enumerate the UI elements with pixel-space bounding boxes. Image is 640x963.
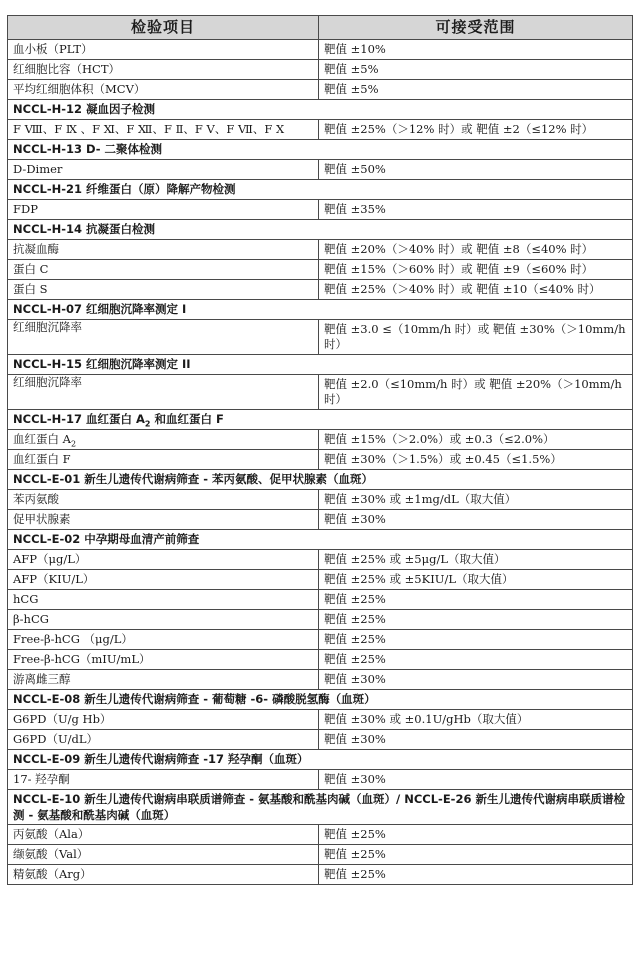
table-row [8,845,633,865]
range-cell: 靶值 ±5% [319,80,633,100]
item-subscript: 2 [70,439,77,449]
range-cell: 靶值 ±25% 或 ±5μg/L（取大值） [319,550,633,570]
range-cell: 靶值 ±15%（＞60% 时）或 靶值 ±9（≤60% 时） [319,260,633,280]
item-cell: 促甲状腺素 [8,510,319,530]
table-row [8,650,633,670]
range-cell: 靶值 ±25% [319,825,633,845]
item-cell: 红细胞沉降率 [8,320,319,355]
item-cell: 血小板（PLT） [8,40,319,60]
range-cell: 靶值 ±10% [319,40,633,60]
section-title [8,410,633,430]
range-cell: 靶值 ±25% [319,610,633,630]
section-title: NCCL-H-13 D- 二聚体检测 [8,140,633,160]
section-row [8,100,633,120]
item-cell: G6PD（U/g Hb） [8,710,319,730]
section-title-text: NCCL-H-17 血红蛋白 A [13,412,145,426]
range-cell: 靶值 ±30% [319,670,633,690]
range-cell: 靶值 ±35% [319,200,633,220]
item-cell: 蛋白 C [8,260,319,280]
range-cell: 靶值 ±3.0 ≤（10mm/h 时）或 靶值 ±30%（＞10mm/h 时） [319,320,633,355]
item-cell [8,430,319,450]
item-cell: 血红蛋白 F [8,450,319,470]
table-row [8,510,633,530]
section-title: NCCL-H-12 凝血因子检测 [8,100,633,120]
section-title: NCCL-E-08 新生儿遗传代谢病筛查 - 葡萄糖 -6- 磷酸脱氢酶（血斑） [8,690,633,710]
range-cell: 靶值 ±50% [319,160,633,180]
table-row [8,630,633,650]
table-wrapper [7,15,632,885]
table-row [8,610,633,630]
table-row [8,40,633,60]
table-row [8,825,633,845]
item-cell: 精氨酸（Arg） [8,865,319,885]
table-row [8,320,633,355]
section-row [8,690,633,710]
section-title: NCCL-H-07 红细胞沉降率测定 I [8,300,633,320]
table-header-row [8,16,633,40]
table-row [8,570,633,590]
range-cell: 靶值 ±30% 或 ±1mg/dL（取大值） [319,490,633,510]
section-row [8,750,633,770]
section-title: NCCL-E-01 新生儿遗传代谢病筛查 - 苯丙氨酸、促甲状腺素（血斑） [8,470,633,490]
table-body [8,40,633,885]
table-row [8,865,633,885]
section-row [8,410,633,430]
section-title: NCCL-E-09 新生儿遗传代谢病筛查 -17 羟孕酮（血斑） [8,750,633,770]
section-row [8,180,633,200]
item-cell: 蛋白 S [8,280,319,300]
range-cell: 靶值 ±2.0（≤10mm/h 时）或 靶值 ±20%（＞10mm/h 时） [319,375,633,410]
table-row [8,670,633,690]
table-row [8,160,633,180]
range-cell: 靶值 ±30% 或 ±0.1U/gHb（取大值） [319,710,633,730]
table-row [8,260,633,280]
table-row [8,450,633,470]
range-cell: 靶值 ±25% [319,650,633,670]
item-cell: 苯丙氨酸 [8,490,319,510]
item-cell: AFP（KIU/L） [8,570,319,590]
section-title-text: 和血红蛋白 F [150,412,224,426]
item-text: 血红蛋白 A [13,432,71,446]
section-title-subscript: 2 [144,419,151,429]
item-cell: 抗凝血酶 [8,240,319,260]
section-row [8,355,633,375]
quality-range-table [7,15,633,885]
item-cell: β-hCG [8,610,319,630]
range-cell: 靶值 ±25% [319,845,633,865]
item-cell: F Ⅷ、F Ⅸ 、F Ⅺ、F Ⅻ、F Ⅱ、F Ⅴ、F Ⅶ、F Ⅹ [8,120,319,140]
section-row [8,470,633,490]
item-cell: AFP（μg/L） [8,550,319,570]
table-row [8,550,633,570]
section-title: NCCL-H-15 红细胞沉降率测定 II [8,355,633,375]
table-row [8,60,633,80]
section-row [8,300,633,320]
table-row [8,120,633,140]
range-cell: 靶值 ±30% [319,770,633,790]
section-row [8,790,633,825]
table-row [8,200,633,220]
range-cell: 靶值 ±20%（＞40% 时）或 靶值 ±8（≤40% 时） [319,240,633,260]
range-cell: 靶值 ±15%（＞2.0%）或 ±0.3（≤2.0%） [319,430,633,450]
table-row [8,590,633,610]
item-cell: D-Dimer [8,160,319,180]
table-row [8,730,633,750]
table-row [8,770,633,790]
range-cell: 靶值 ±30%（＞1.5%）或 ±0.45（≤1.5%） [319,450,633,470]
section-row [8,530,633,550]
item-cell: Free-β-hCG （μg/L） [8,630,319,650]
item-cell: 17- 羟孕酮 [8,770,319,790]
table-row [8,240,633,260]
range-cell: 靶值 ±25%（＞12% 时）或 靶值 ±2（≤12% 时） [319,120,633,140]
range-cell: 靶值 ±25% 或 ±5KIU/L（取大值） [319,570,633,590]
item-cell: G6PD（U/dL） [8,730,319,750]
section-title: NCCL-H-21 纤维蛋白（原）降解产物检测 [8,180,633,200]
range-cell: 靶值 ±30% [319,510,633,530]
item-cell: FDP [8,200,319,220]
section-row [8,220,633,240]
table-row [8,710,633,730]
section-row [8,140,633,160]
item-cell: Free-β-hCG（mIU/mL） [8,650,319,670]
table-row [8,430,633,450]
range-cell: 靶值 ±25%（＞40% 时）或 靶值 ±10（≤40% 时） [319,280,633,300]
item-cell: 游离雌三醇 [8,670,319,690]
table-row [8,375,633,410]
header-item: 检验项目 [8,16,319,40]
section-title: NCCL-E-02 中孕期母血清产前筛查 [8,530,633,550]
item-cell: 红细胞比容（HCT） [8,60,319,80]
table-row [8,490,633,510]
section-title: NCCL-E-10 新生儿遗传代谢病串联质谱筛查 - 氨基酸和酰基肉碱（血斑）/ NCCL-E-26 新生儿遗传代谢病串联质谱检测 - 氨基酸和酰基肉碱（血斑） [8,790,633,825]
range-cell: 靶值 ±25% [319,590,633,610]
table-row [8,280,633,300]
range-cell: 靶值 ±5% [319,60,633,80]
item-cell: 平均红细胞体积（MCV） [8,80,319,100]
item-cell: 缬氨酸（Val） [8,845,319,865]
table-row [8,80,633,100]
range-cell: 靶值 ±30% [319,730,633,750]
range-cell: 靶值 ±25% [319,865,633,885]
item-cell: hCG [8,590,319,610]
section-title: NCCL-H-14 抗凝蛋白检测 [8,220,633,240]
header-range: 可接受范围 [319,16,633,40]
item-cell: 红细胞沉降率 [8,375,319,410]
item-cell: 丙氨酸（Ala） [8,825,319,845]
range-cell: 靶值 ±25% [319,630,633,650]
